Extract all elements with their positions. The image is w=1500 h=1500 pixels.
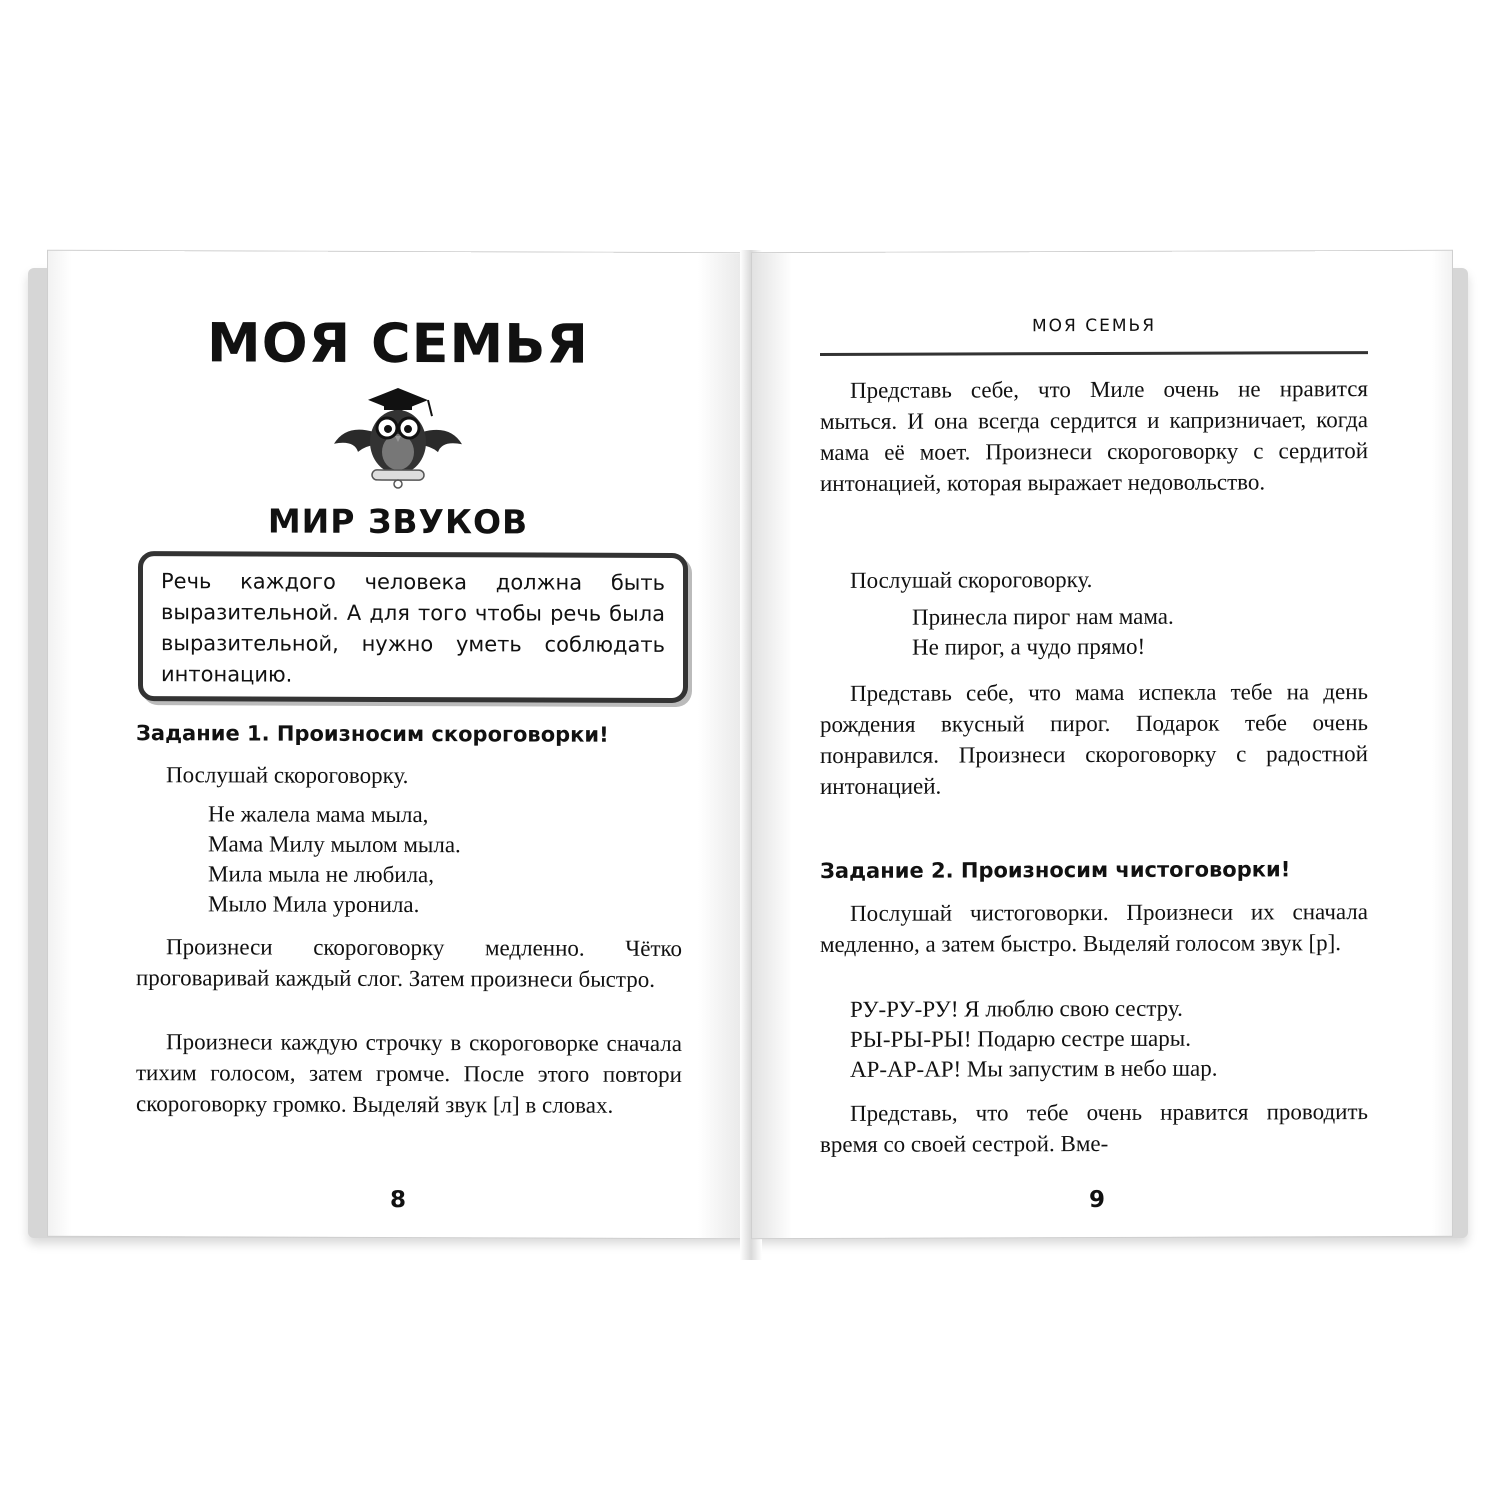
listen-text: Послушай скороговорку. — [166, 762, 409, 789]
right-page — [752, 251, 1452, 1238]
paragraph: Представь себе, что мама испекла тебе на день рождения вкусный пирог. Подарок тебе очень понравился. Произнеси скороговорку с радостной интонацией. — [820, 679, 1368, 799]
poem-line: Мама Милу мылом мыла. — [208, 831, 461, 858]
chant-line: РЫ-РЫ-РЫ! Подарю сестре шары. — [850, 1025, 1191, 1052]
section-title: МИР ЗВУКОВ — [267, 501, 529, 542]
rule-text: Речь каждого человека должна быть выразительной. А для того чтобы речь была выразительной, нужно уметь соблюдать интонацию. — [161, 569, 665, 687]
task2-heading: Задание 2. Произносим чистоговорки! — [820, 857, 1291, 883]
rule-box — [138, 551, 688, 703]
left-page — [48, 251, 748, 1238]
poem-line: Мыло Мила уронила. — [208, 891, 420, 918]
running-head: МОЯ СЕМЬЯ — [1031, 315, 1157, 337]
owl-graduate-icon — [328, 380, 468, 500]
paragraph: Произнеси каждую строчку в скороговорке сначала тихим голосом, затем громче. После этого повтори скороговорку громко. Выделяй звук [л] в словах. — [136, 1029, 682, 1118]
listen-text: Послушай скороговорку. — [850, 567, 1093, 593]
poem — [208, 799, 461, 920]
header-rule — [820, 351, 1368, 356]
task1-heading: Задание 1. Произносим скороговорки! — [136, 721, 609, 747]
chant-line: РУ-РУ-РУ! Я люблю свою сестру. — [850, 995, 1183, 1022]
poem-line: Не жалела мама мыла, — [208, 801, 429, 828]
poem — [912, 602, 1174, 663]
poem-line: Принесла пирог нам мама. — [912, 603, 1174, 630]
chant-line: АР-АР-АР! Мы запустим в небо шар. — [850, 1055, 1218, 1082]
chapter-title: МОЯ СЕМЬЯ — [206, 311, 590, 376]
page-number: 8 — [389, 1186, 406, 1214]
chant-list — [850, 994, 1218, 1085]
paragraph: Представь, что тебе очень нравится проводить время со своей сестрой. Вме- — [820, 1099, 1368, 1157]
paragraph: Представь себе, что Миле очень не нравится мыться. И она всегда сердится и капризничает, когда мама её моет. Произнеси скороговорку с сердитой интонацией, которая выражает недовольство. — [820, 376, 1368, 496]
paragraph: Послушай чистоговорки. Произнеси их сначала медленно, а затем быстро. Выделяй голосом звук [р]. — [820, 899, 1368, 957]
poem-line: Не пирог, а чудо прямо! — [912, 633, 1146, 660]
paragraph: Произнеси скороговорку медленно. Чётко проговаривай каждый слог. Затем произнеси быстро. — [136, 934, 682, 992]
page-number: 9 — [1088, 1186, 1105, 1214]
poem-line: Мила мыла не любила, — [208, 861, 435, 888]
